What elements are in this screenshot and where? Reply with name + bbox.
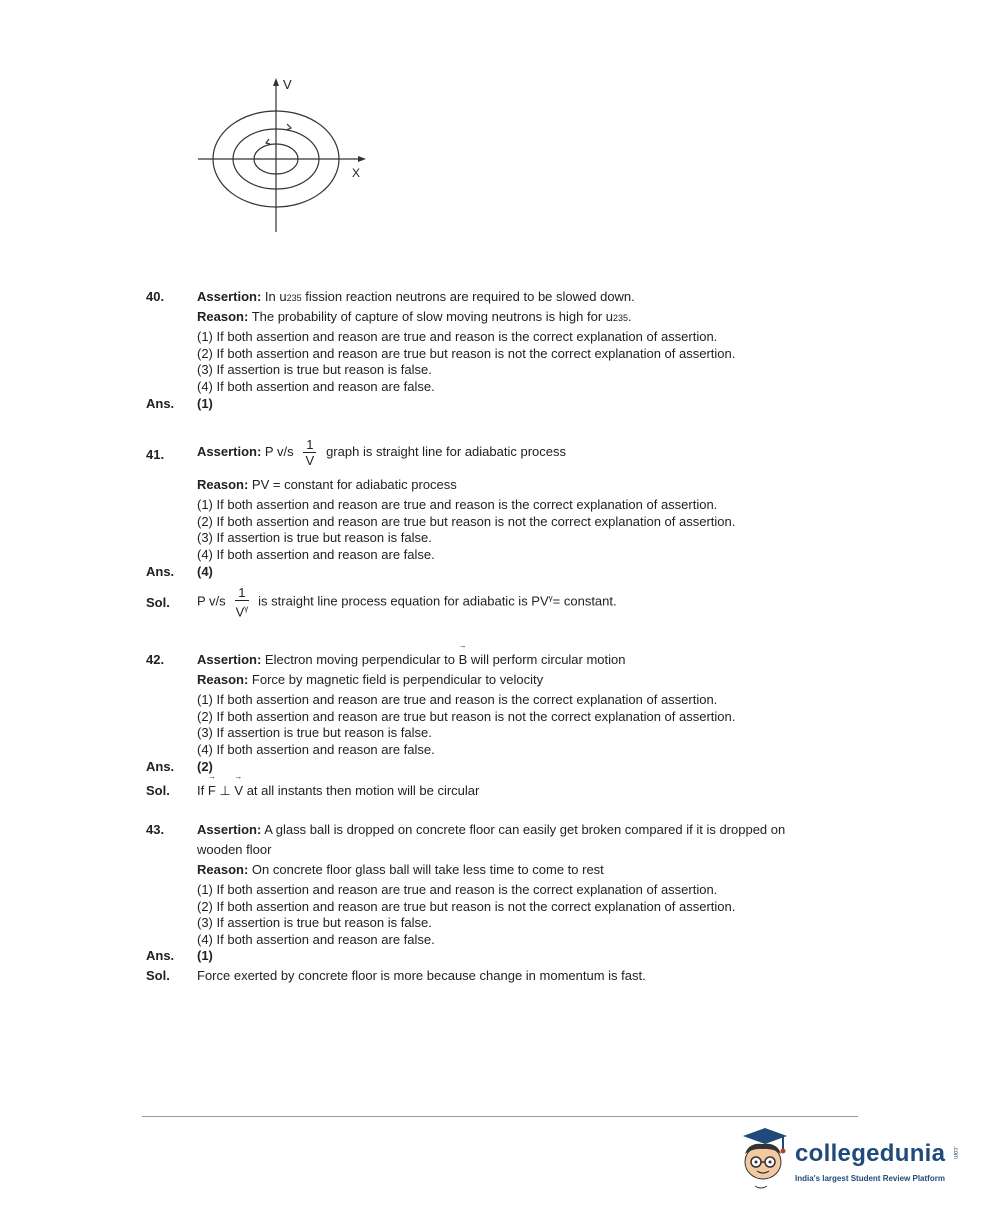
reason-text: Force by magnetic field is perpendicular to velocity <box>251 672 544 687</box>
question-number: 41. <box>146 447 165 462</box>
reason-text: PV = constant for adiabatic process <box>251 477 457 492</box>
vector-v: → V <box>234 783 243 798</box>
option: (1) If both assertion and reason are true and reason is the correct explanation of assertion. <box>197 497 718 512</box>
option: (4) If both assertion and reason are false. <box>197 547 435 562</box>
solution-label: Sol. <box>146 783 170 798</box>
reason-text-b: . <box>628 309 632 324</box>
assertion-text-a: In u <box>264 289 287 304</box>
reason-label: Reason: <box>197 477 249 492</box>
question-number: 40. <box>146 289 165 304</box>
option: (4) If both assertion and reason are false. <box>197 379 435 394</box>
solution-exponent: γ <box>548 593 553 603</box>
option: (3) If assertion is true but reason is false. <box>197 362 432 377</box>
reason-line <box>197 309 632 324</box>
reason-label: Reason: <box>197 309 249 324</box>
answer-value: (4) <box>197 564 213 579</box>
option: (1) If both assertion and reason are true and reason is the correct explanation of assertion. <box>197 882 718 897</box>
fraction-numerator: 1 <box>235 585 248 601</box>
answer-label: Ans. <box>146 948 175 963</box>
x-axis-arrow <box>358 156 366 162</box>
answer-label: Ans. <box>146 564 175 579</box>
orbit-figure <box>190 72 380 232</box>
footer-divider <box>142 1116 858 1117</box>
assertion-line <box>197 437 566 468</box>
answer-value: (1) <box>197 948 213 963</box>
solution-text-b: is straight line process equation for adiabatic is PV <box>258 593 549 609</box>
axis-label-v: V <box>283 77 292 92</box>
assertion-label: Assertion: <box>197 443 262 459</box>
reason-text: On concrete floor glass ball will take less time to come to rest <box>251 862 604 877</box>
option: (4) If both assertion and reason are false. <box>197 932 435 947</box>
solution-line <box>197 585 617 619</box>
reason-line <box>197 862 604 877</box>
brand-tagline: India's largest Student Review Platform <box>795 1174 945 1183</box>
assertion-label: Assertion: <box>197 289 262 304</box>
reason-line <box>197 672 543 687</box>
fraction-denominator: V <box>305 453 315 468</box>
mascot-logo-icon <box>735 1124 793 1194</box>
brand-name: collegedunia <box>795 1140 946 1167</box>
option: (2) If both assertion and reason are true but reason is not the correct explanation of assertion. <box>197 346 736 361</box>
reason-line <box>197 477 457 492</box>
question-number: 43. <box>146 822 165 837</box>
solution-text-c: = constant. <box>552 593 617 609</box>
vector-b: → B <box>459 652 468 667</box>
assertion-line <box>197 652 626 667</box>
option: (2) If both assertion and reason are true but reason is not the correct explanation of assertion. <box>197 709 736 724</box>
fraction-1-over-v <box>303 437 316 468</box>
assertion-text-b: fission reaction neutrons are required to be slowed down. <box>301 289 635 304</box>
answer-value: (1) <box>197 396 213 411</box>
assertion-label: Assertion: <box>197 652 262 667</box>
fraction-base: V <box>235 604 245 620</box>
fraction-exponent: γ <box>244 604 249 613</box>
solution-text-a: If <box>197 783 205 798</box>
direction-arrow <box>286 124 291 130</box>
answer-label: Ans. <box>146 396 175 411</box>
assertion-line <box>197 289 635 304</box>
fraction-numerator: 1 <box>303 437 316 453</box>
assertion-text-a: P v/s <box>264 443 294 459</box>
reason-text-a: The probability of capture of slow moving neutrons is high for u <box>251 309 613 324</box>
option: (2) If both assertion and reason are true but reason is not the correct explanation of assertion. <box>197 899 736 914</box>
reason-label: Reason: <box>197 862 249 877</box>
solution-text-a: P v/s <box>197 593 226 609</box>
assertion-subscript: 235 <box>286 293 302 303</box>
solution-label: Sol. <box>146 595 170 610</box>
option: (3) If assertion is true but reason is false. <box>197 725 432 740</box>
option: (3) If assertion is true but reason is false. <box>197 915 432 930</box>
assertion-text-a: Electron moving perpendicular to <box>264 652 455 667</box>
assertion-line-continued: wooden floor <box>197 842 272 857</box>
question-number: 42. <box>146 652 165 667</box>
brand-domain-suffix: .com <box>952 1146 958 1160</box>
perpendicular-symbol: ⊥ <box>219 783 231 798</box>
solution-line: Force exerted by concrete floor is more because change in momentum is fast. <box>197 968 646 983</box>
solution-text-b: at all instants then motion will be circular <box>246 783 480 798</box>
fraction-1-over-v-gamma <box>235 585 248 619</box>
direction-arrow-inner <box>266 139 270 144</box>
option: (1) If both assertion and reason are true and reason is the correct explanation of assertion. <box>197 692 718 707</box>
y-axis-arrow <box>273 78 279 86</box>
vector-f: → F <box>208 783 216 798</box>
assertion-line <box>197 822 785 837</box>
answer-label: Ans. <box>146 759 175 774</box>
option: (2) If both assertion and reason are true but reason is not the correct explanation of assertion. <box>197 514 736 529</box>
answer-value: (2) <box>197 759 213 774</box>
assertion-text-b: will perform circular motion <box>470 652 626 667</box>
option: (4) If both assertion and reason are false. <box>197 742 435 757</box>
assertion-text: A glass ball is dropped on concrete floor can easily get broken compared if it is dropped on <box>264 822 786 837</box>
solution-line <box>197 783 479 799</box>
fraction-denominator <box>235 601 248 619</box>
reason-subscript: 235 <box>613 313 629 323</box>
assertion-label: Assertion: <box>197 822 262 837</box>
option: (1) If both assertion and reason are true and reason is the correct explanation of assertion. <box>197 329 718 344</box>
reason-label: Reason: <box>197 672 249 687</box>
assertion-text-b: graph is straight line for adiabatic process <box>326 443 566 459</box>
option: (3) If assertion is true but reason is false. <box>197 530 432 545</box>
axis-label-x: X <box>352 166 361 180</box>
solution-label: Sol. <box>146 968 170 983</box>
